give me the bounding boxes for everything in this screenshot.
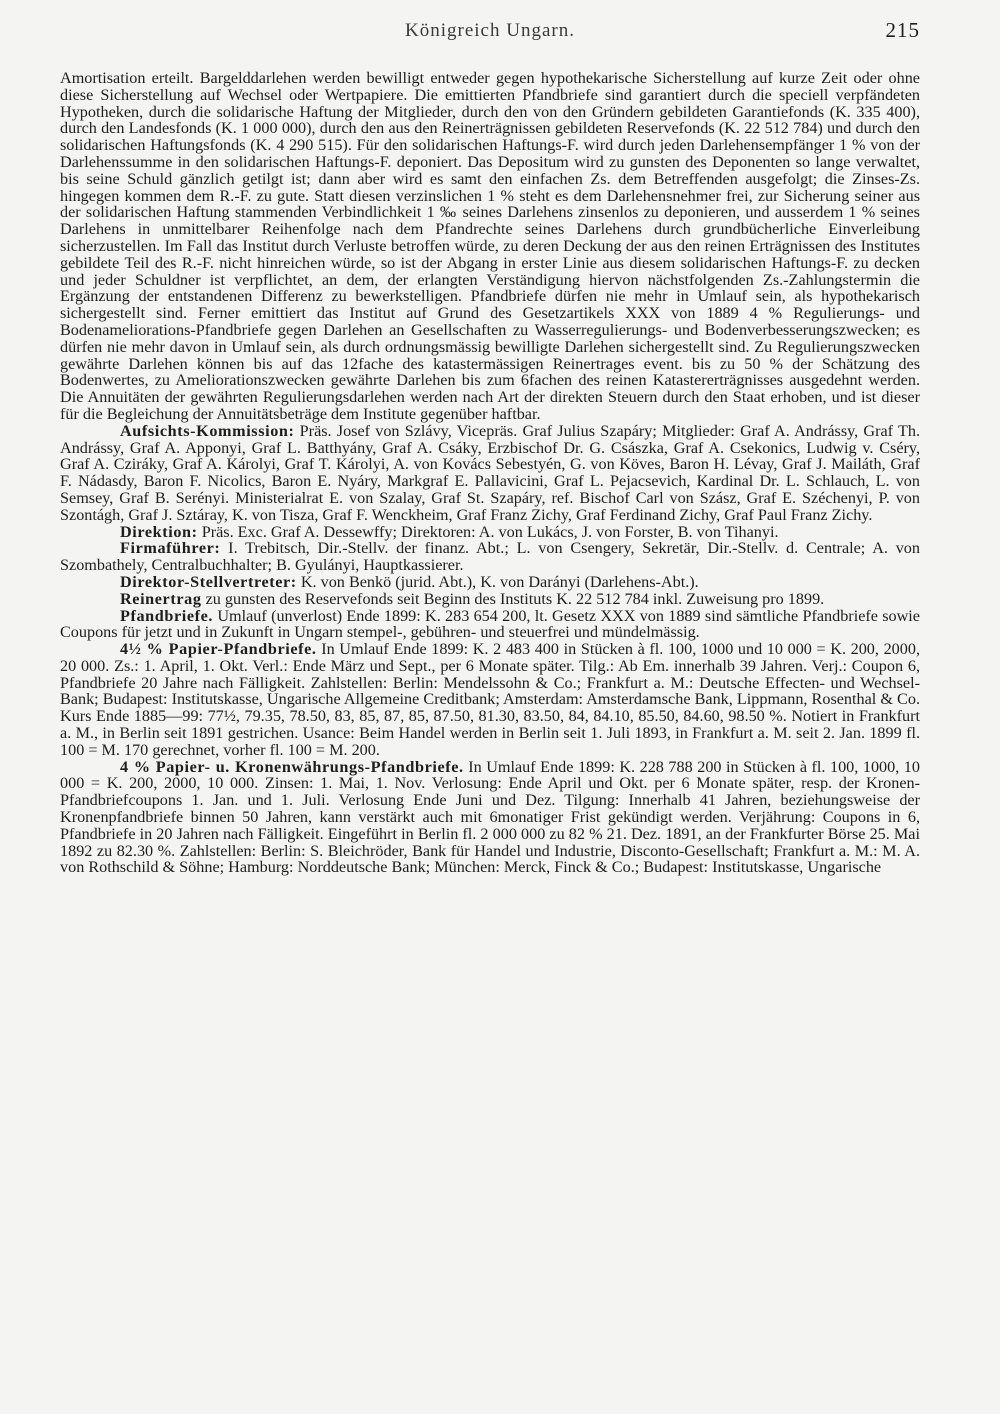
paragraph-papier-pfandbriefe-4-5 <box>60 641 920 759</box>
paragraph-amortisation <box>60 70 920 423</box>
section-label: Firmaführer: <box>120 539 221 558</box>
paragraph-text: Amortisation erteilt. Bargelddarlehen werden bewilligt entweder gegen hypothekarische Sicherstellung auf kurze Zeit oder ohne diese Sicherstellung auf Wechsel oder Wertpapiere. Die emittierten Pfandbriefe sind garantiert durch die speciell verpfändeten Hypotheken, durch die solidarische Haftung der Mitglieder, durch den von den Gründern gebildeten Garantiefonds (K. 335 400), durch den Landesfonds (K. 1 000 000), durch den aus den Reinerträgnissen gebildeten Reservefonds (K. 22 512 784) und durch den solidarischen Haftungsfonds (K. 4 290 515). Für den solidarischen Haftungs-F. wird durch jeden Darlehensempfänger 1 % von der Darlehenssumme in den solidarischen Haftungs-F. deponiert. Das Depositum wird zu gunsten des Deponenten so lange verwaltet, bis seine Schuld gänzlich getilgt ist; dann aber wird es samt den einfachen Zs. dem Betreffenden ausgefolgt; die Zinses-Zs. hingegen kommen dem R.-F. zu gute. Statt diesen verzinslichen 1 % steht es dem Darlehensnehmer frei, zur Sicherung seiner aus der solidarischen Haftung stammenden Verbindlichkeit 1 ‰ seines Darlehens zinsenlos zu deponieren, und ausserdem 1 % seines Darlehens in unmittelbarer Reihenfolge nach dem Pfandrechte seines Darlehens durch grundbücherliche Einverleibung sicherzustellen. Im Fall das Institut durch Verluste betroffen würde, zu deren Deckung der aus den reinen Erträgnissen des Institutes gebildete Teil des R.-F. nicht hinreichen würde, so ist der Abgang in erster Linie aus diesem solidarischen Haftungs-F. zu decken und jeder Schuldner ist verpflichtet, an dem, der erlangten Verständigung hiervon nächstfolgenden Zs.-Zahlungstermin die Ergänzung der entstandenen Differenz zu bewerkstelligen. Pfandbriefe dürfen nie mehr in Umlauf sein, als hypothekarisch sichergestellt sind. Ferner emittiert das Institut auf Grund des Gesetzartikels XXX von 1889 4 % Regulierungs- und Bodenameliorations-Pfandbriefe gegen Darlehen an Gesellschaften zu Wasserregulierungs- und Bodenverbesserungszwecken; es dürfen nie mehr davon in Umlauf sein, als durch ordnungsmässig bewilligte Darlehen sichergestellt sind. Zu Regulierungszwecken gewährte Darlehen können bis auf das 12fache des katastermässigen Reinertrages event. bis zu 50 % der Schätzung des Bodenwertes, zu Ameliorationszwecken gewährte Darlehen bis zum 6fachen des reinen Katastererträgnisses ausgedehnt werden. Die Annuitäten der gewährten Regulierungsdarlehen werden nach Art der direkten Steuern durch den Staat erhoben, und ist dieser für die Begleichung der Annuitätsbeträge dem Institute gegenüber haftbar. <box>60 69 920 423</box>
paragraph-text: In Umlauf Ende 1899: K. 228 788 200 in Stücken à fl. 100, 1000, 10 000 = K. 200, 2000, 10 000. Zinsen: 1. Mai, 1. Nov. Verlosung: Ende April und Okt. per 6 Monate später, resp. der Kronen-Pfandbriefcoupons 1. Jan. und 1. Juli. Verlosung Ende Juni und Dez. Tilgung: Innerhalb 41 Jahren, beziehungsweise der Kronenpfandbriefe binnen 50 Jahren, kann verstärkt auch mit 6monatiger Frist gekündigt werden. Verjährung: Coupons in 6, Pfandbriefe in 20 Jahren nach Fälligkeit. Eingeführt in Berlin fl. 2 000 000 zu 82 % 21. Dez. 1891, an der Frankfurter Börse 25. Mai 1892 zu 82.30 %. Zahlstellen: Berlin: S. Bleichröder, Bank für Handel und Industrie, Disconto-Gesellschaft; Frankfurt a. M.: M. A. von Rothschild & Söhne; Hamburg: Norddeutsche Bank; München: Merck, Finck & Co.; Budapest: Institutskasse, Ungarische <box>60 757 920 877</box>
section-label: Reinertrag <box>120 589 202 608</box>
section-label: Direktion: <box>120 522 198 541</box>
paragraph-aufsichts-kommission <box>60 423 920 524</box>
body-text <box>60 70 920 876</box>
paragraph-text: Präs. Josef von Szlávy, Vicepräs. Graf Julius Szapáry; Mitglieder: Graf A. Andrássy, Graf Th. Andrássy, Graf A. Apponyi, Graf L. Batthyány, Graf A. Csáky, Erzbischof Dr. G. Császka, Graf A. Csekonics, Ludwig v. Cséry, Graf A. Cziráky, Graf A. Károlyi, Graf T. Károlyi, A. von Kovács Sebestyén, G. von Köves, Baron H. Lévay, Graf J. Mailáth, Graf F. Nádasdy, Baron F. Nicolics, Baron E. Nyáry, Markgraf E. Pallavicini, Graf L. Pejacsevich, Kardinal Dr. L. Schlauch, L. von Semsey, Graf B. Serényi. Ministerialrat E. von Szalay, Graf St. Szapáry, ref. Bischof Carl von Szász, Graf E. Széchenyi, P. von Szontágh, Graf J. Sztáray, K. von Tisza, Graf F. Wenckheim, Graf Franz Zichy, Graf Ferdinand Zichy, Graf Paul Franz Zichy. <box>60 421 920 524</box>
paragraph-direktor-stellvertreter <box>60 574 920 591</box>
section-label: Direktor-Stellvertreter: <box>120 572 297 591</box>
section-label: Aufsichts-Kommission: <box>120 421 295 440</box>
document-page <box>60 14 920 876</box>
section-label: Pfandbriefe. <box>120 606 214 625</box>
paragraph-text: Umlauf (unverlost) Ende 1899: K. 283 654 200, lt. Gesetz XXX von 1889 sind sämtliche Pfandbriefe sowie Coupons für jetzt und in Zukunft in Ungarn stempel-, gebühren- und steuerfrei und mündelmässig. <box>60 606 920 642</box>
section-label: 4½ % Papier-Pfandbriefe. <box>120 640 317 659</box>
paragraph-kronenwaehrungs-pfandbriefe <box>60 759 920 877</box>
paragraph-pfandbriefe <box>60 608 920 642</box>
running-header <box>60 14 920 48</box>
paragraph-text: In Umlauf Ende 1899: K. 2 483 400 in Stücken à fl. 100, 1000 und 10 000 = K. 200, 2000, 20 000. Zs.: 1. April, 1. Okt. Verl.: Ende März und Sept., per 6 Monate später. Tilg.: Ab Em. innerhalb 39 Jahren. Verj.: Coupon 6, Pfandbriefe 20 Jahre nach Fälligkeit. Zahlstellen: Berlin: Mendelssohn & Co.; Frankfurt a. M.: Deutsche Effecten- und Wechsel-Bank; Budapest: Institutskasse, Ungarische Allgemeine Creditbank; Amsterdam: Amsterdamsche Bank, Lippmann, Rosenthal & Co. Kurs Ende 1885—99: 77½, 79.35, 78.50, 83, 85, 87, 85, 87.50, 81.30, 83.50, 84, 84.10, 85.50, 84.60, 98.50 %. Notiert in Frankfurt a. M., in Berlin seit 1891 gestrichen. Usance: Beim Handel werden in Berlin seit 1. Juli 1893, in Frankfurt a. M. seit 2. Jan. 1899 fl. 100 = M. 170 gerechnet, vorher fl. 100 = M. 200. <box>60 640 920 759</box>
paragraph-text: K. von Benkö (jurid. Abt.), K. von Darányi (Darlehens-Abt.). <box>296 572 699 591</box>
paragraph-direktion <box>60 524 920 541</box>
paragraph-firmafuehrer <box>60 540 920 574</box>
paragraph-text: Präs. Exc. Graf A. Dessewffy; Direktoren: A. von Lukács, J. von Forster, B. von Tihanyi. <box>197 522 779 541</box>
page-title: Königreich Ungarn. <box>405 20 575 41</box>
paragraph-text: zu gunsten des Reservefonds seit Beginn des Instituts K. 22 512 784 inkl. Zuweisung pro 1899. <box>201 589 825 608</box>
section-label: 4 % Papier- u. Kronenwährungs-Pfandbriefe. <box>120 757 464 776</box>
paragraph-text: I. Trebitsch, Dir.-Stellv. der finanz. Abt.; L. von Csengery, Sekretär, Dir.-Stellv. d. Centrale; A. von Szombathely, Centralbuchhalter; B. Gyulányi, Hauptkassierer. <box>60 539 920 575</box>
paragraph-reinertrag <box>60 591 920 608</box>
page-number: 215 <box>885 18 920 42</box>
